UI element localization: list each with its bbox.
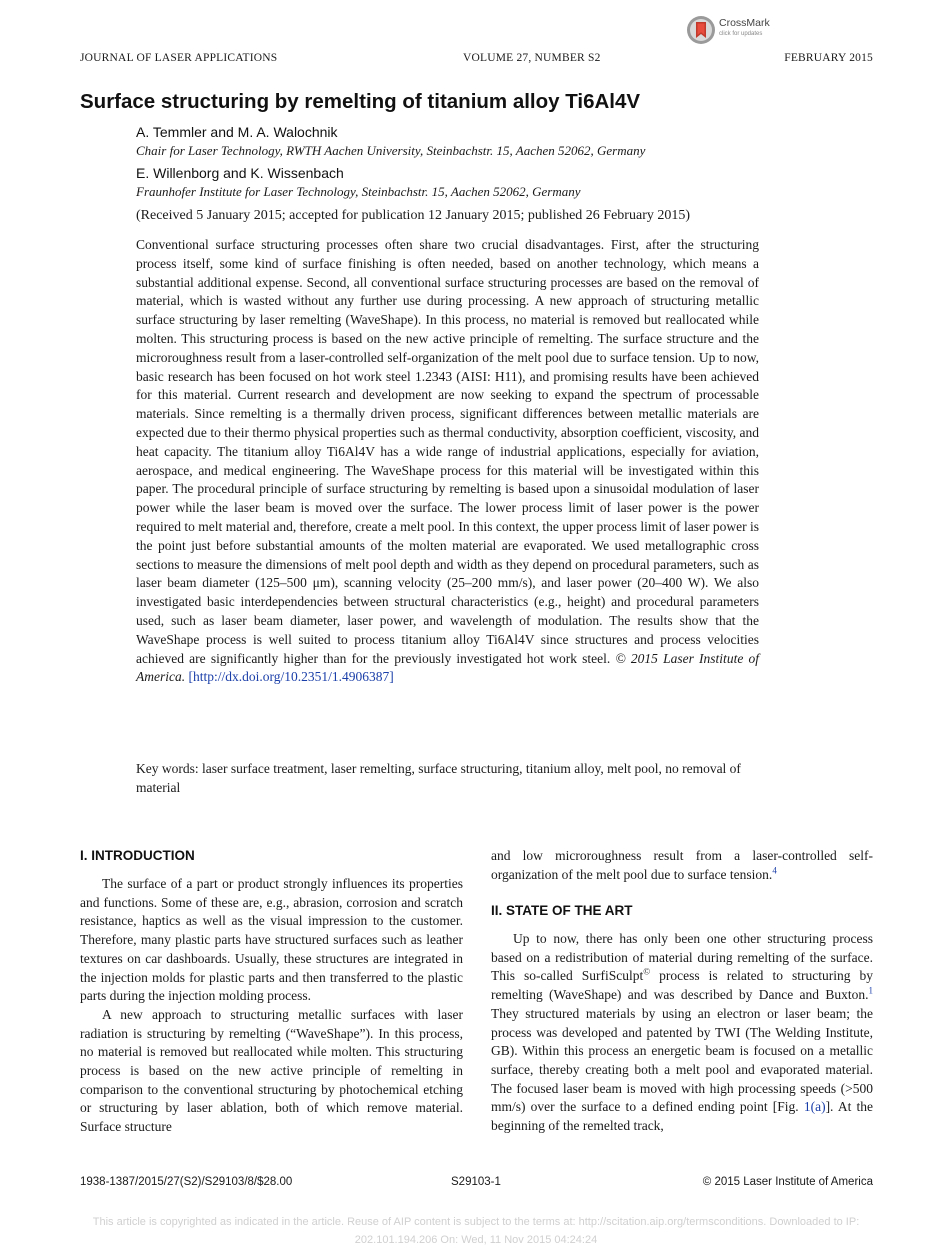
- author-group-1: A. Temmler and M. A. Walochnik: [136, 124, 338, 140]
- author-group-2: E. Willenborg and K. Wissenbach: [136, 165, 344, 181]
- download-watermark-line-1: This article is copyrighted as indicated in the article. Reuse of AIP content is subject to the terms at: http://scitation.aip.org/termsconditions. Downloaded to IP:: [92, 1216, 860, 1228]
- abstract-copyright: © 2015 Laser Institute of America.: [136, 650, 759, 685]
- abstract: [136, 236, 759, 687]
- paper-title: Surface structuring by remelting of titanium alloy Ti6Al4V: [80, 90, 641, 113]
- state-of-art-text-a: Up to now, there has only been one other structuring process based on a redistribution of material during remelting of the surface. This so-called SurfiSculpt: [491, 931, 873, 984]
- footer-issn: 1938-1387/2015/27(S2)/S29103/8/$28.00: [80, 1176, 293, 1188]
- intro-paragraph-2: A new approach to structuring metallic surfaces with laser radiation is structuring by remelting (“WaveShape”). In this process, no material is removed but reallocated while molten. This structuring process is based on the new active principle of remelting in comparison to the conventional structuring by photochemical etching or structuring by laser ablation, both of which remove material. Surface structure: [80, 1006, 463, 1135]
- citation-ref-1[interactable]: 1: [868, 985, 873, 996]
- running-header-journal: JOURNAL OF LASER APPLICATIONS: [80, 52, 278, 64]
- copyright-mark: ©: [643, 966, 651, 977]
- download-watermark-line-2: 202.101.194.206 On: Wed, 11 Nov 2015 04:24:24: [354, 1234, 598, 1246]
- left-column: [80, 875, 463, 1137]
- crossmark-icon: [686, 15, 716, 45]
- crossmark-subtitle: click for updates: [719, 31, 763, 37]
- abstract-text: Conventional surface structuring processes often share two crucial disadvantages. First, after the structuring process itself, some kind of surface finishing is often needed, based on another technology, which means a substantial additional expense. Second, all conventional surface structuring processes are based on the removal of material, which is wasted without any further use during processing. A new approach of structuring metallic surface structuring by laser remelting (WaveShape). In this process, no material is removed but reallocated while molten. This structuring process is based on the new active principle of remelting. The surface structure and the microroughness result from a laser-controlled self-organization of the melt pool due to surface tension. Up to now, basic research has been focused on hot work steel 1.2343 (AISI: H11), and promising results have been achieved for this material. Current research and development are now seeking to expand the spectrum of processable materials. Since remelting is a thermally driven process, significant differences between metallic materials are expected due to their thermo physical properties such as thermal conductivity, absorption coefficient, viscosity, and heat capacity. The titanium alloy Ti6Al4V has a wide range of industrial applications, especially for aviation, aerospace, and medical engineering. The WaveShape process for this material will be investigated within this paper. The procedural principle of surface structuring by remelting is based upon a sinusoidal modulation of laser power while the laser beam is moved over the surface. The lower process limit of laser power is the power required to melt material and, therefore, create a melt pool. In this context, the upper process limit of laser power is the point just before substantial amounts of the molten material are evaporated. We used metallographic cross sections to measure the dimensions of melt pool depth and width as they depend on procedural parameters, such as laser beam diameter (125–500 μm), scanning velocity (25–200 mm/s), and laser power (20–400 W). We also investigated basic interdependencies between structural characteristics (e.g., height) and procedural parameters used, such as laser beam diameter, laser power, and wavelength of modulation. The results show that the WaveShape process is well suited to process titanium alloy Ti6Al4V since structures and process velocities achieved are significantly higher than for the previously investigated hot work steel.: [136, 237, 759, 666]
- state-of-art-text-d: ]. At the beginning of the remelted track,: [491, 1099, 873, 1134]
- state-of-art-text-b: process is related to structuring by remelting (WaveShape) and was described by Dance and Buxton.: [491, 968, 873, 1003]
- running-header-date: FEBRUARY 2015: [784, 52, 873, 64]
- right-column-continuation: [491, 847, 873, 884]
- section-heading-state-of-the-art: II. STATE OF THE ART: [491, 903, 633, 918]
- footer-page-number: S29103-1: [451, 1176, 501, 1188]
- footer-copyright: © 2015 Laser Institute of America: [702, 1176, 873, 1188]
- received-dates: (Received 5 January 2015; accepted for publication 12 January 2015; published 26 February 2015): [136, 208, 691, 223]
- intro-continuation: and low microroughness result from a laser-controlled self-organization of the melt pool due to surface tension.: [491, 848, 873, 882]
- intro-paragraph-1: The surface of a part or product strongly influences its properties and functions. Some of these are, e.g., abrasion, corrosion and scratch resistance, haptics as well as the visual impression to the customer. Therefore, many plastic parts have structured surfaces such as leather textures on car dashboards. Usually, these structures are integrated in the injection molds for plastic parts and then transferred to the plastic parts during the injection molding process.: [80, 876, 463, 1004]
- state-of-art-paragraph-1: [491, 930, 873, 1136]
- figure-ref-1a[interactable]: 1(a): [803, 1099, 826, 1115]
- crossmark-title: CrossMark: [719, 17, 770, 29]
- affiliation-2: Fraunhofer Institute for Laser Technology, Steinbachstr. 15, Aachen 52062, Germany: [136, 184, 581, 199]
- doi-link[interactable]: [http://dx.doi.org/10.2351/1.4906387]: [188, 669, 394, 685]
- state-of-art-text-c: They structured materials by using an electron or laser beam; the process was developed and patented by TWI (The Welding Institute, GB). Within this process an energetic beam is focused on a metallic surface, thereby creating both a melt pool and evaporated material. The focused laser beam is moved with high processing speeds (>500 mm/s) over the surface to a defined ending point [Fig.: [491, 1005, 873, 1115]
- section-heading-introduction: I. INTRODUCTION: [80, 848, 195, 863]
- crossmark-badge[interactable]: [686, 14, 796, 48]
- running-header-volume: VOLUME 27, NUMBER S2: [463, 52, 601, 64]
- affiliation-1: Chair for Laser Technology, RWTH Aachen University, Steinbachstr. 15, Aachen 52062, Germany: [136, 143, 646, 158]
- citation-ref-4[interactable]: 4: [772, 865, 777, 876]
- keywords: Key words: laser surface treatment, laser remelting, surface structuring, titanium alloy, melt pool, no removal of material: [136, 761, 741, 795]
- state-of-art-body: [491, 930, 873, 1136]
